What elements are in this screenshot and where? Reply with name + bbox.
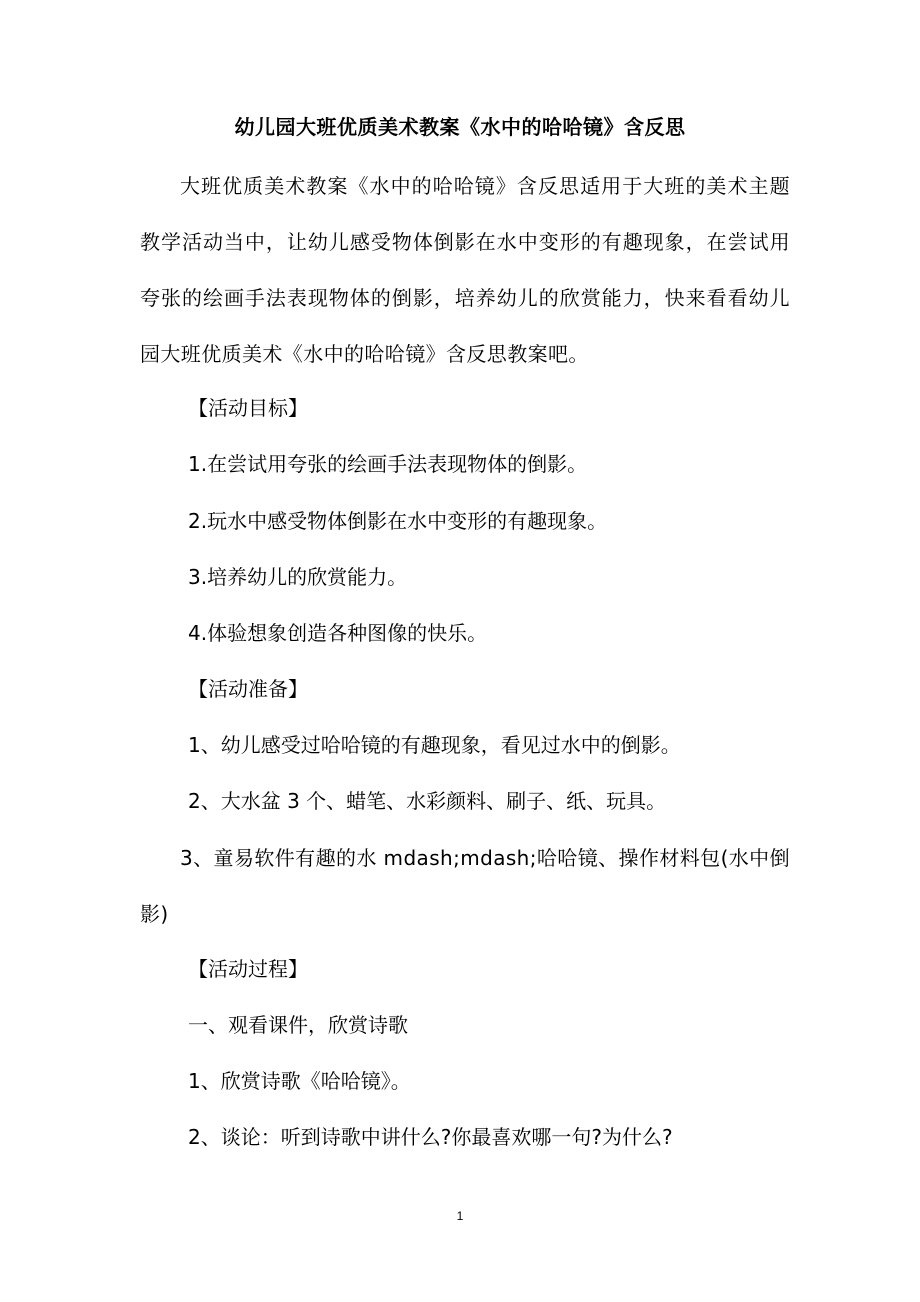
intro-paragraph: 大班优质美术教案《水中的哈哈镜》含反思适用于大班的美术主题教学活动当中，让幼儿感受物体倒影在水中变形的有趣现象，在尝试用夸张的绘画手法表现物体的倒影，培养幼儿的欣赏能力，快来看看幼儿园大班优质美术《水中的哈哈镜》含反思教案吧。	[140, 174, 790, 366]
prep-item-1: 1、幼儿感受过哈哈镜的有趣现象，看见过水中的倒影。	[188, 733, 681, 757]
goal-item-4: 4.体验想象创造各种图像的快乐。	[188, 621, 488, 645]
goal-item-2: 2.玩水中感受物体倒影在水中变形的有趣现象。	[188, 509, 608, 533]
process-item-3: 2、谈论：听到诗歌中讲什么?你最喜欢哪一句?为什么?	[188, 1125, 673, 1149]
prep-heading: 【活动准备】	[188, 677, 308, 701]
goal-item-3: 3.培养幼儿的欣赏能力。	[188, 565, 408, 589]
goals-heading: 【活动目标】	[188, 396, 308, 420]
process-item-2: 1、欣赏诗歌《哈哈镜》。	[188, 1069, 411, 1093]
goal-item-1: 1.在尝试用夸张的绘画手法表现物体的倒影。	[188, 452, 588, 476]
prep-item-2: 2、大水盆 3 个、蜡笔、水彩颜料、刷子、纸、玩具。	[188, 789, 667, 813]
page-number: 1	[456, 1209, 464, 1223]
process-heading: 【活动过程】	[188, 957, 308, 981]
process-item-1: 一、观看课件，欣赏诗歌	[188, 1013, 408, 1037]
document-title: 幼儿园大班优质美术教案《水中的哈哈镜》含反思	[234, 115, 686, 139]
prep-item-3: 3、童易软件有趣的水 mdash;mdash;哈哈镜、操作材料包(水中倒影)	[140, 846, 790, 926]
